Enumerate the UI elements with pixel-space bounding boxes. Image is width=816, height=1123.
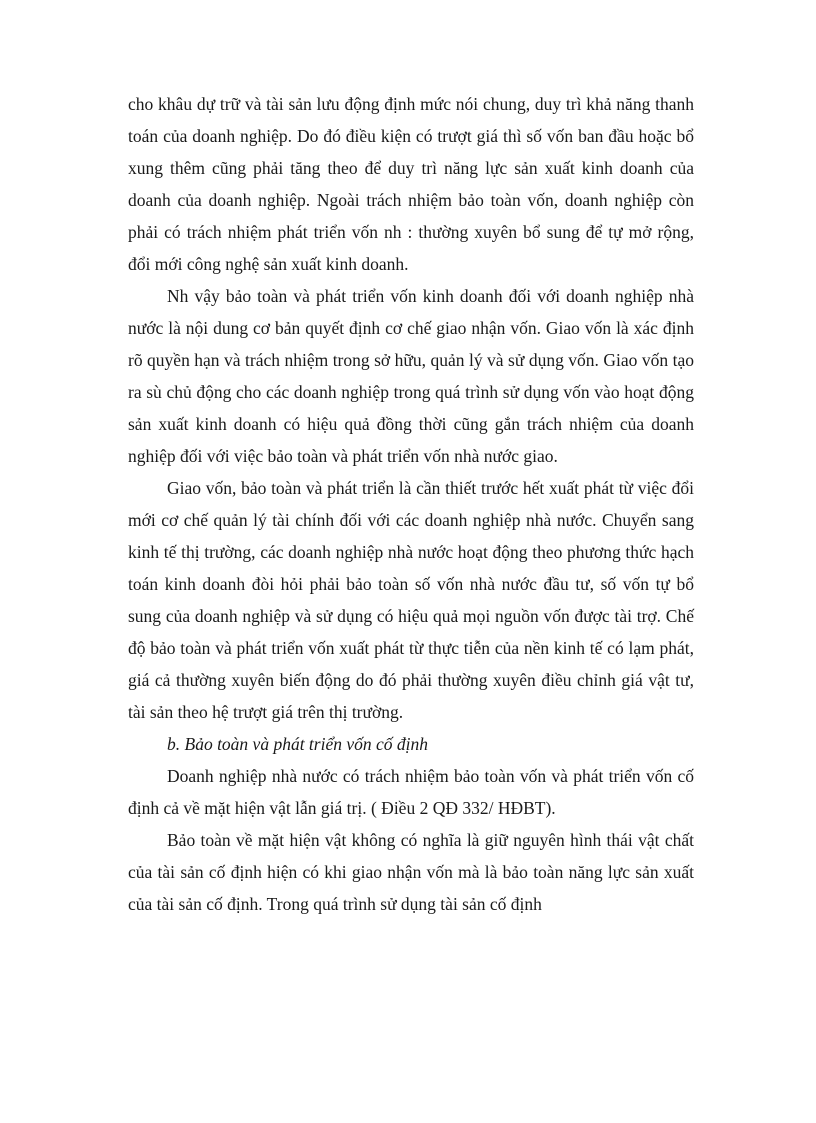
document-body bbox=[128, 88, 694, 920]
paragraph: Giao vốn, bảo toàn và phát triển là cần thiết trước hết xuất phát từ việc đổi mới cơ chế quản lý tài chính đối với các doanh nghiệp nhà nước. Chuyển sang kinh tế thị trường, các doanh nghiệp nhà nước hoạt động theo phương thức hạch toán kinh doanh đòi hỏi phải bảo toàn số vốn nhà nước đầu tư, số vốn tự bổ sung của doanh nghiệp và sử dụng có hiệu quả mọi nguồn vốn được tài trợ. Chế độ bảo toàn và phát triển vốn xuất phát từ thực tiễn của nền kinh tế có lạm phát, giá cả thường xuyên biến động do đó phải thường xuyên điều chỉnh giá vật tư, tài sản theo hệ trượt giá trên thị trường. bbox=[128, 478, 694, 722]
paragraph: Doanh nghiệp nhà nước có trách nhiệm bảo toàn vốn và phát triển vốn cố định cả về mặt hiện vật lẫn giá trị. ( Điều 2 QĐ 332/ HĐBT). bbox=[128, 766, 694, 818]
section-heading: b. Bảo toàn và phát triển vốn cố định bbox=[167, 734, 429, 754]
paragraph: Nh vậy bảo toàn và phát triển vốn kinh doanh đối với doanh nghiệp nhà nước là nội dung cơ bản quyết định cơ chế giao nhận vốn. Giao vốn là xác định rõ quyền hạn và trách nhiệm trong sở hữu, quản lý và sử dụng vốn. Giao vốn tạo ra sù chủ động cho các doanh nghiệp trong quá trình sử dụng vốn vào hoạt động sản xuất kinh doanh có hiệu quả đồng thời cũng gắn trách nhiệm của doanh nghiệp đối với việc bảo toàn và phát triển vốn nhà nước giao. bbox=[128, 286, 694, 466]
paragraph-continued: cho khâu dự trữ và tài sản lưu động định mức nói chung, duy trì khả năng thanh toán của doanh nghiệp. Do đó điều kiện có trượt giá thì số vốn ban đầu hoặc bổ xung thêm cũng phải tăng theo để duy trì năng lực sản xuất kinh doanh của doanh của doanh nghiệp. Ngoài trách nhiệm bảo toàn vốn, doanh nghiệp còn phải có trách nhiệm phát triển vốn nh : thường xuyên bổ sung để tự mở rộng, đổi mới công nghệ sản xuất kinh doanh. bbox=[128, 94, 694, 274]
paragraph: Bảo toàn về mặt hiện vật không có nghĩa là giữ nguyên hình thái vật chất của tài sản cố định hiện có khi giao nhận vốn mà là bảo toàn năng lực sản xuất của tài sản cố định. Trong quá trình sử dụng tài sản cố định bbox=[128, 830, 694, 914]
